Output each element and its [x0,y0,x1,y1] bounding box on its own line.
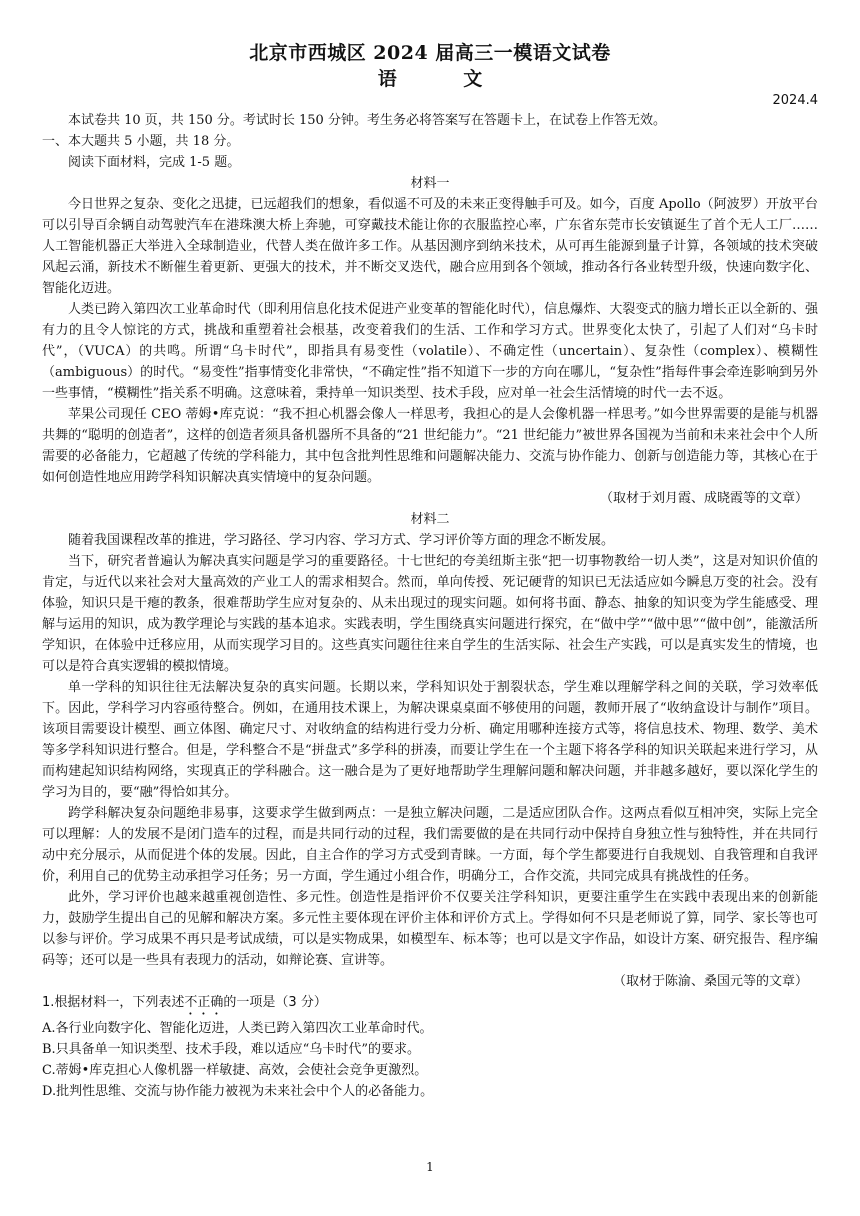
material-two-paragraph: 当下，研究者普遍认为解决真实问题是学习的重要路径。十七世纪的夸美纽斯主张“把一切事物教给一切人类”，这是对知识价值的肯定，与近代以来社会对大量高效的产业工人的需求相契合。然而，单向传授、死记硬背的知识已无法适应如今瞬息万变的社会。没有体验，知识只是干瘪的教条，很难帮助学生应对复杂的、从未出现过的现实问题。如何将书面、静态、抽象的知识变为学生能感受、理解与运用的知识，成为教学理论与实践的基本追求。实践表明，学生围绕真实问题进行探究，在“做中学”“做中思”“做中创”，能激活所学知识，在体验中迁移应用，从而实现学习目的。这些真实问题往往来自学生的生活实际、社会生产实践，可以是真实发生的情境，也可以是符合真实逻辑的模拟情境。 [42,554,818,674]
subject-heading: 语 文 [377,68,513,90]
material-two-paragraph: 随着我国课程改革的推进，学习路径、学习内容、学习方式、学习评价等方面的理念不断发展。 [68,533,615,548]
material-one-source: （取材于刘月霞、成晓霞等的文章） [599,491,808,506]
question-1-stem [42,992,818,1018]
question-1-option-d: D.批判性思维、交流与协作能力被视为未来社会中个人的必备能力。 [42,1084,434,1099]
question-emphasis: 不正确 [184,995,224,1010]
question-1-option-c: C.蒂姆•库克担心人像机器一样敏捷、高效，会使社会竞争更激烈。 [42,1063,428,1078]
question-stem-text: 1.根据材料一，下列表述 [42,995,185,1010]
material-two-title: 材料二 [410,512,450,527]
reading-instruction: 阅读下面材料，完成 1-5 题。 [68,155,241,170]
exam-notice: 本试卷共 10 页，共 150 分。考试时长 150 分钟。考生务必将答案写在答题卡上，在试卷上作答无效。 [68,113,666,128]
exam-date: 2024.4 [772,93,818,108]
material-two-paragraph: 此外，学习评价也越来越重视创造性、多元性。创造性是指评价不仅要关注学科知识，更要注重学生在实践中表现出来的创新能力，鼓励学生提出自己的见解和解决方案。多元性主要体现在评价主体和评价方式上。学得如何不只是老师说了算，同学、家长等也可以参与评价。学习成果不再只是考试成绩，可以是实物成果，如模型车、标本等；也可以是文字作品，如设计方案、研究报告、程序编码等；还可以是一些具有表现力的活动，如辩论赛、宣讲等。 [42,890,818,968]
exam-title: 北京市西城区 2024 届高三一模语文试卷 [249,42,611,64]
material-one-paragraph: 苹果公司现任 CEO 蒂姆•库克说：“我不担心机器会像人一样思考，我担心的是人会像机器一样思考。”如今世界需要的是能与机器共舞的“聪明的创造者”，这样的创造者须具备机器所不具备的“21 世纪能力”。“21 世纪能力”被世界各国视为当前和未来社会中个人所需要的必备能力，它超越了传统的学科能力，其中包含批判性思维和问题解决能力、交流与协作能力、创新与创造能力等，其核心在于如何创造性地应用跨学科知识解决真实情境中的复杂问题。 [42,407,818,485]
page-number: 1 [426,1160,434,1174]
question-stem-text: 的一项是（3 分） [223,995,327,1010]
material-two-paragraph: 跨学科解决复杂问题绝非易事，这要求学生做到两点：一是独立解决问题，二是适应团队合作。这两点看似互相冲突，实际上完全可以理解：人的发展不是闭门造车的过程，而是共同行动的过程，我们需要做的是在共同行动中保持自身独立性与独特性，并在共同行动中充分展示，从而促进个体的发展。因此，自主合作的学习方式受到青睐。一方面，每个学生都要进行自我规划、自我管理和自我评价，利用自己的优势主动承担学习任务；另一方面，学生通过小组合作，明确分工，合作交流，共同完成具有挑战性的任务。 [42,806,818,884]
material-one-paragraph: 人类已跨入第四次工业革命时代（即利用信息化技术促进产业变革的智能化时代），信息爆炸、大裂变式的脑力增长正以全新的、强有力的且令人惊诧的方式，挑战和重塑着社会根基，改变着我们的生活、工作和学习方式。世界变化太快了，引起了人们对“乌卡时代”，（VUCA）的共鸣。所谓“乌卡时代”，即指具有易变性（volatile）、不确定性（uncertain）、复杂性（complex）、模糊性（ambiguous）的时代。“易变性”指事情变化非常快，“不确定性”指不知道下一步的方向在哪儿，“复杂性”指每件事会牵连影响到另外一些事情，“模糊性”指关系不明确。这意味着，秉持单一知识类型、技术手段，应对单一社会生活情境的时代一去不返。 [42,302,818,401]
material-one-title: 材料一 [410,176,450,191]
question-1-option-b: B.只具备单一知识类型、技术手段，难以适应“乌卡时代”的要求。 [42,1042,420,1057]
section-heading: 一、本大题共 5 小题，共 18 分。 [42,134,240,149]
material-two-source: （取材于陈渝、桑国元等的文章） [612,974,808,989]
question-1-option-a: A.各行业向数字化、智能化迈进，人类已跨入第四次工业革命时代。 [42,1021,433,1036]
material-two-paragraph: 单一学科的知识往往无法解决复杂的真实问题。长期以来，学科知识处于割裂状态，学生难以理解学科之间的关联，学习效率低下。因此，学科学习内容亟待整合。例如，在通用技术课上，为解决课桌桌面不够使用的问题，教师开展了“收纳盒设计与制作”项目。该项目需要设计模型、画立体图、确定尺寸、对收纳盒的结构进行受力分析、确定用哪种连接方式等，将信息技术、物理、数学、美术等多学科知识进行整合。但是，学科整合不是“拼盘式”多学科的拼凑，而要让学生在一个主题下将各学科的知识关联起来进行学习，从而构建起知识结构网络，实现真正的学科融合。这一融合是为了更好地帮助学生理解问题和解决问题，并非越多越好，要以深化学生的学习为目的，要“融”得恰如其分。 [42,680,818,800]
exam-page [42,40,818,1102]
material-one-paragraph: 今日世界之复杂、变化之迅捷，已远超我们的想象，看似遥不可及的未来正变得触手可及。如今，百度 Apollo（阿波罗）开放平台可以引导百余辆自动驾驶汽车在港珠澳大桥上奔驰，可穿戴技术能让你的衣服监控心率，广东省东莞市长安镇诞生了首个无人工厂……人工智能机器正大举进入全球制造业，代替人类在做许多工作。从基因测序到纳米技术，从可再生能源到量子计算，各领域的技术突破风起云涌，新技术不断催生着更新、更强大的技术，并不断交叉迭代，融合应用到各个领域，推动各行各业转型升级，快速向数字化、智能化迈进。 [42,197,818,296]
